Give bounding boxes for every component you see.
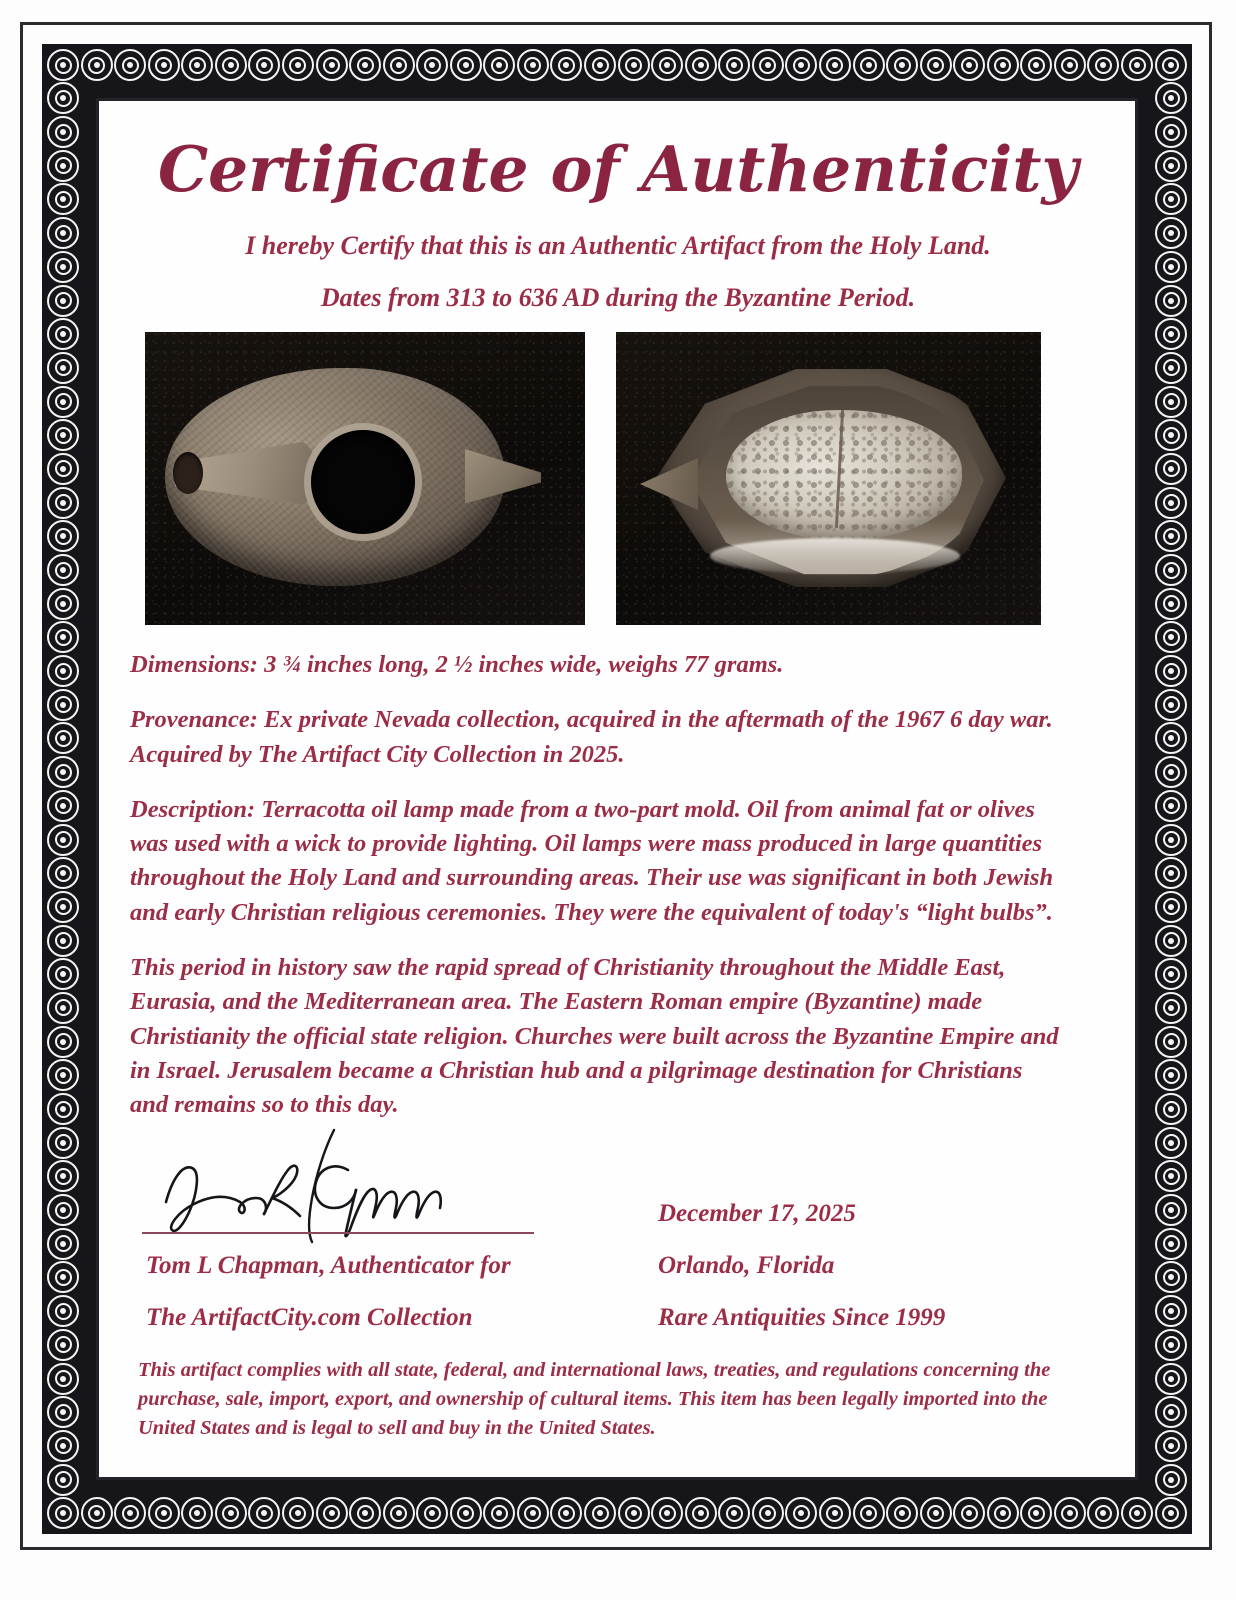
bullseye-motif (47, 1160, 79, 1192)
bullseye-motif (550, 1497, 582, 1529)
bullseye-motif (886, 1497, 918, 1529)
bullseye-motif (181, 1497, 213, 1529)
bullseye-motif (47, 318, 79, 350)
bullseye-motif (1155, 1329, 1187, 1361)
bullseye-motif (483, 49, 515, 81)
oil-lamp-top-illustration (165, 368, 541, 586)
dimensions-paragraph (130, 648, 1066, 682)
issue-date: December 17, 2025 (658, 1200, 856, 1227)
bullseye-motif (1155, 453, 1187, 485)
bullseye-motif (987, 1497, 1019, 1529)
description-value: Terracotta oil lamp made from a two-part mold. Oil from animal fat or olives was used with a wick to provide lighting. Oil lamps were mass produced in large quantities throughout the Holy Land and surrounding areas. Their use was significant in both Jewish and early Christian religious ceremonies. They were the equivalent of today's “light bulbs”. (130, 795, 1054, 926)
legal-disclaimer (138, 1356, 1056, 1443)
company-tagline: Rare Antiquities Since 1999 (658, 1304, 946, 1331)
bullseye-motif (282, 1497, 314, 1529)
bullseye-pattern-top (47, 49, 1187, 81)
page-title: Certificate of Authenticity (157, 132, 1079, 206)
signature-block (130, 1134, 1080, 1344)
bullseye-motif (47, 1059, 79, 1091)
bullseye-motif (47, 116, 79, 148)
bullseye-motif (47, 183, 79, 215)
bullseye-motif (651, 49, 683, 81)
bullseye-motif (316, 49, 348, 81)
bullseye-motif (47, 958, 79, 990)
bullseye-motif (584, 49, 616, 81)
lamp-base-speckle (726, 410, 962, 540)
provenance-paragraph (130, 703, 1066, 772)
bullseye-motif (47, 49, 79, 81)
bullseye-motif (47, 285, 79, 317)
bullseye-pattern-left (47, 82, 79, 1495)
bullseye-motif (47, 1127, 79, 1159)
bullseye-motif (1155, 386, 1187, 418)
bullseye-motif (953, 1497, 985, 1529)
bullseye-motif (1155, 857, 1187, 889)
bullseye-motif (1121, 1497, 1153, 1529)
bullseye-motif (819, 1497, 851, 1529)
bullseye-motif (47, 756, 79, 788)
bullseye-motif (987, 49, 1019, 81)
bullseye-motif (1155, 992, 1187, 1024)
bullseye-motif (1054, 1497, 1086, 1529)
bullseye-motif (47, 150, 79, 182)
bullseye-motif (47, 1194, 79, 1226)
bullseye-motif (920, 1497, 952, 1529)
bullseye-motif (550, 49, 582, 81)
bullseye-motif (316, 1497, 348, 1529)
bullseye-motif (1155, 790, 1187, 822)
bullseye-motif (752, 1497, 784, 1529)
certificate-content (114, 110, 1122, 1470)
bullseye-motif (1155, 588, 1187, 620)
bullseye-motif (215, 49, 247, 81)
bullseye-motif (47, 554, 79, 586)
provenance-value: Ex private Nevada collection, acquired in the aftermath of the 1967 6 day war. Acquired by The Artifact City Collection in 2025. (130, 706, 1053, 768)
bullseye-motif (47, 655, 79, 687)
bullseye-motif (819, 49, 851, 81)
bullseye-motif (47, 1228, 79, 1260)
bullseye-motif (1155, 1261, 1187, 1293)
bullseye-motif (1155, 150, 1187, 182)
bullseye-motif (1155, 756, 1187, 788)
bullseye-motif (1155, 655, 1187, 687)
authenticator-org: The ArtifactCity.com Collection (146, 1304, 473, 1331)
bullseye-motif (1155, 285, 1187, 317)
bullseye-motif (1155, 958, 1187, 990)
bullseye-motif (47, 1261, 79, 1293)
description-paragraph (130, 793, 1066, 930)
bullseye-motif (450, 1497, 482, 1529)
signature-icon (148, 1124, 548, 1244)
bullseye-motif (47, 1396, 79, 1428)
bullseye-motif (349, 49, 381, 81)
bullseye-motif (416, 1497, 448, 1529)
bullseye-motif (383, 1497, 415, 1529)
bullseye-motif (1155, 1295, 1187, 1327)
bullseye-motif (47, 722, 79, 754)
bullseye-motif (1155, 1160, 1187, 1192)
authenticator-name: Tom L Chapman, Authenticator for (146, 1252, 511, 1279)
bullseye-motif (1155, 1363, 1187, 1395)
lamp-handle (465, 444, 541, 506)
bullseye-motif (1155, 1497, 1187, 1529)
bullseye-motif (1087, 1497, 1119, 1529)
lamp-fill-hole (311, 430, 415, 534)
bullseye-motif (47, 1464, 79, 1496)
bullseye-motif (1087, 49, 1119, 81)
bullseye-motif (47, 621, 79, 653)
bullseye-motif (517, 49, 549, 81)
bullseye-motif (47, 1295, 79, 1327)
lamp-base-highlight (710, 538, 960, 574)
bullseye-motif (47, 790, 79, 822)
bullseye-motif (47, 1329, 79, 1361)
bullseye-motif (1020, 49, 1052, 81)
bullseye-motif (1020, 1497, 1052, 1529)
bullseye-motif (752, 49, 784, 81)
bullseye-motif (1054, 49, 1086, 81)
bullseye-motif (47, 520, 79, 552)
bullseye-motif (47, 925, 79, 957)
bullseye-motif (785, 1497, 817, 1529)
bullseye-motif (114, 49, 146, 81)
bullseye-motif (181, 49, 213, 81)
bullseye-motif (47, 217, 79, 249)
bullseye-motif (114, 1497, 146, 1529)
bullseye-motif (618, 49, 650, 81)
bullseye-motif (953, 49, 985, 81)
bullseye-motif (920, 49, 952, 81)
bullseye-motif (215, 1497, 247, 1529)
dates-statement: Dates from 313 to 636 AD during the Byzantine Period. (320, 283, 916, 312)
bullseye-motif (47, 1430, 79, 1462)
bullseye-motif (1155, 49, 1187, 81)
bullseye-motif (685, 1497, 717, 1529)
bullseye-motif (47, 824, 79, 856)
bullseye-motif (1155, 116, 1187, 148)
bullseye-motif (47, 419, 79, 451)
bullseye-motif (584, 1497, 616, 1529)
signature-rule (142, 1232, 534, 1234)
bullseye-motif (1155, 722, 1187, 754)
bullseye-motif (1155, 217, 1187, 249)
issue-city: Orlando, Florida (658, 1252, 835, 1279)
certify-statement: I hereby Certify that this is an Authentic Artifact from the Holy Land. (245, 231, 991, 260)
bullseye-motif (349, 1497, 381, 1529)
bullseye-motif (1155, 621, 1187, 653)
provenance-label: Provenance: (130, 706, 258, 734)
bullseye-motif (1155, 520, 1187, 552)
bullseye-motif (383, 49, 415, 81)
bullseye-motif (282, 49, 314, 81)
bullseye-motif (1155, 1093, 1187, 1125)
bullseye-motif (47, 352, 79, 384)
bullseye-motif (517, 1497, 549, 1529)
bullseye-motif (1155, 689, 1187, 721)
bullseye-motif (1155, 1194, 1187, 1226)
bullseye-motif (1155, 925, 1187, 957)
bullseye-motif (785, 49, 817, 81)
bullseye-motif (718, 49, 750, 81)
bullseye-motif (416, 49, 448, 81)
bullseye-motif (718, 1497, 750, 1529)
artifact-photo-base-view (616, 332, 1041, 625)
bullseye-motif (1155, 1396, 1187, 1428)
bullseye-motif (1155, 183, 1187, 215)
bullseye-motif (47, 251, 79, 283)
bullseye-motif (1155, 1228, 1187, 1260)
bullseye-motif (1155, 1127, 1187, 1159)
bullseye-motif (81, 49, 113, 81)
bullseye-motif (1121, 49, 1153, 81)
description-label: Description: (130, 795, 256, 823)
bullseye-motif (1155, 419, 1187, 451)
dimensions-label: Dimensions: (130, 651, 258, 678)
bullseye-motif (1155, 82, 1187, 114)
bullseye-motif (886, 49, 918, 81)
bullseye-motif (618, 1497, 650, 1529)
bullseye-motif (47, 857, 79, 889)
bullseye-motif (148, 1497, 180, 1529)
oil-lamp-base-illustration (640, 362, 1016, 594)
bullseye-motif (47, 992, 79, 1024)
bullseye-motif (1155, 824, 1187, 856)
bullseye-motif (1155, 1026, 1187, 1058)
history-paragraph: This period in history saw the rapid spread of Christianity throughout the Middle East, Eurasia, and the Mediterranean area. The Eastern Roman empire (Byzantine) made Christianity the official state religion. Churches were built across the Byzantine Empire and in Israel. Jerusalem became a Christian hub and a pilgrimage destination for Christians and remains so to this day. (130, 954, 1059, 1119)
bullseye-motif (47, 1363, 79, 1395)
bullseye-motif (47, 386, 79, 418)
bullseye-motif (47, 82, 79, 114)
bullseye-motif (47, 1497, 79, 1529)
lamp-wick-hole (173, 452, 203, 494)
bullseye-motif (853, 49, 885, 81)
bullseye-motif (1155, 1430, 1187, 1462)
bullseye-pattern-right (1155, 82, 1187, 1495)
bullseye-motif (47, 487, 79, 519)
bullseye-motif (1155, 891, 1187, 923)
bullseye-motif (483, 1497, 515, 1529)
bullseye-motif (47, 588, 79, 620)
bullseye-pattern-bottom (47, 1497, 1187, 1529)
bullseye-motif (1155, 251, 1187, 283)
bullseye-motif (1155, 1059, 1187, 1091)
bullseye-motif (1155, 487, 1187, 519)
bullseye-motif (1155, 1464, 1187, 1496)
bullseye-motif (450, 49, 482, 81)
bullseye-motif (47, 891, 79, 923)
bullseye-motif (47, 1026, 79, 1058)
bullseye-motif (47, 689, 79, 721)
legal-text: This artifact complies with all state, federal, and international laws, treaties, and regulations concerning the purchase, sale, import, export, and ownership of cultural items. This item has been legally imported into the United States and is legal to sell and buy in the United States. (138, 1359, 1051, 1440)
dimensions-value: 3 ¾ inches long, 2 ½ inches wide, weighs 77 grams. (257, 651, 784, 678)
bullseye-motif (47, 1093, 79, 1125)
bullseye-motif (81, 1497, 113, 1529)
bullseye-motif (148, 49, 180, 81)
artifact-photo-top-view (145, 332, 585, 625)
bullseye-motif (1155, 318, 1187, 350)
bullseye-motif (248, 49, 280, 81)
bullseye-motif (1155, 554, 1187, 586)
bullseye-motif (1155, 352, 1187, 384)
bullseye-motif (47, 453, 79, 485)
bullseye-motif (248, 1497, 280, 1529)
artifact-details-block (130, 648, 1066, 1144)
bullseye-motif (853, 1497, 885, 1529)
bullseye-motif (685, 49, 717, 81)
bullseye-motif (651, 1497, 683, 1529)
lamp-base-pale-oval (726, 410, 962, 540)
artifact-photo-row (145, 332, 1071, 625)
